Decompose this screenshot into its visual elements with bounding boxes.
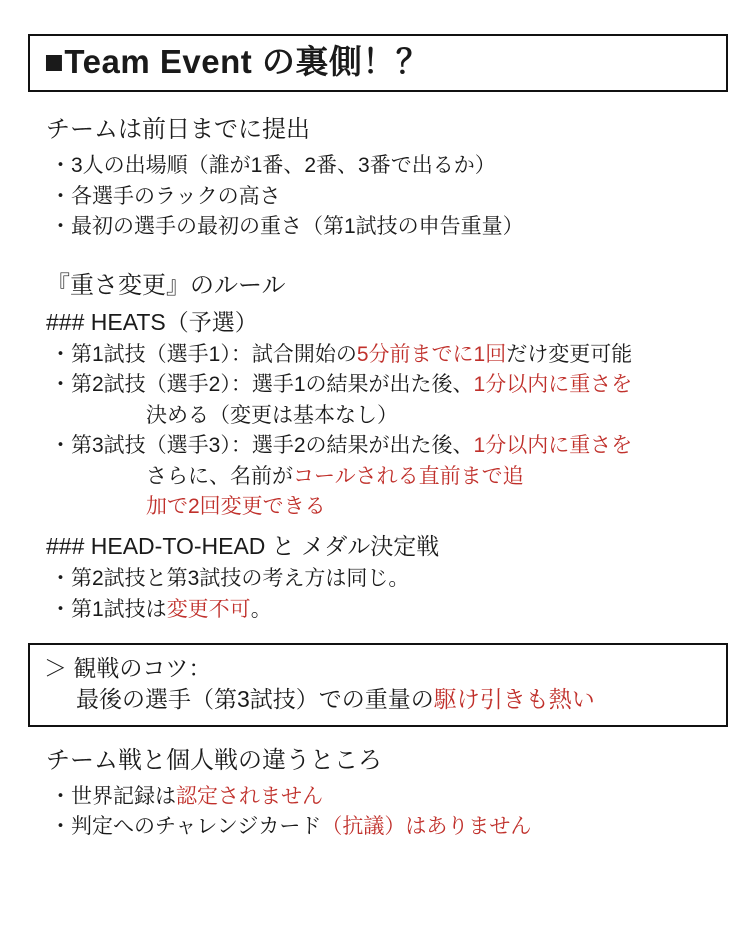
- section-submission: [28, 114, 728, 242]
- list-item: [28, 340, 728, 370]
- rule-text-lead: ・第1試技（選手1）：試合開始の: [50, 342, 357, 366]
- spacer: [28, 521, 728, 531]
- section-differences: [28, 745, 728, 842]
- title-box: [28, 34, 728, 92]
- rule-text-lead: ・第3試技（選手3）：選手2の結果が出た後、: [50, 434, 474, 457]
- head-to-head-subheading: ### HEAD-TO-HEAD と メダル決定戦: [46, 533, 440, 560]
- rule-text-highlight: 1分以内に重さを: [473, 373, 633, 397]
- rule-text-lead: ・第2試技と第3試技の考え方は同じ。: [50, 567, 410, 591]
- list-item: [28, 812, 728, 842]
- section-weight-change: [28, 270, 728, 625]
- heats-subheading: ### HEATS（予選）: [46, 308, 258, 335]
- rule-text-tail: 。: [250, 598, 272, 622]
- viewing-tip-highlight: 駆け引きも熱い: [433, 686, 595, 713]
- rule-text-lead: ・第1試技は: [50, 598, 167, 622]
- viewing-tip-box: [28, 643, 728, 727]
- rule-continuation: [28, 462, 728, 492]
- rule-text-highlight: 5分前までに1回: [356, 342, 507, 366]
- page-title: ■Team Event の裏側！？: [44, 43, 430, 80]
- list-item: [28, 431, 728, 461]
- rule-continuation-pre: さらに、名前が: [146, 464, 293, 488]
- difference-text-highlight: （抗議）はありません: [321, 815, 532, 839]
- list-item: ・3人の出場順（誰が1番、2番、3番で出るか）: [50, 153, 496, 177]
- rule-text-highlight: 変更不可: [166, 598, 251, 622]
- list-item: [28, 370, 728, 400]
- rule-text-lead: ・第2試技（選手2）：選手1の結果が出た後、: [50, 373, 474, 397]
- rule-continuation-highlight: 加で2回変更できる: [146, 494, 326, 518]
- submission-heading: チームは前日までに提出: [46, 116, 310, 144]
- viewing-tip-pre: 最後の選手（第3試技）での重量の: [76, 686, 434, 713]
- rule-continuation-highlight: コールされる直前まで追: [293, 464, 524, 488]
- difference-text-highlight: 認定されません: [176, 784, 323, 808]
- difference-text-lead: ・世界記録は: [50, 784, 176, 808]
- differences-heading: チーム戦と個人戦の違うところ: [46, 747, 382, 775]
- list-item: ・最初の選手の最初の重さ（第1試技の申告重量）: [50, 215, 524, 239]
- list-item: [28, 564, 728, 594]
- viewing-tip-body: [44, 684, 714, 715]
- list-item: [28, 595, 728, 625]
- list-item: [28, 782, 728, 812]
- difference-text-lead: ・判定へのチャレンジカード: [50, 815, 322, 839]
- rule-continuation: [28, 492, 728, 522]
- rule-text-tail: だけ変更可能: [506, 342, 633, 366]
- rule-continuation: 決める（変更は基本なし）: [146, 404, 398, 428]
- rule-text-highlight: 1分以内に重さを: [473, 434, 633, 457]
- weight-change-heading: 『重さ変更』のルール: [46, 272, 286, 300]
- viewing-tip-title: ＞ 観戦のコツ：: [44, 655, 212, 682]
- spacer: [28, 260, 728, 270]
- list-item: ・各選手のラックの高さ: [50, 184, 281, 208]
